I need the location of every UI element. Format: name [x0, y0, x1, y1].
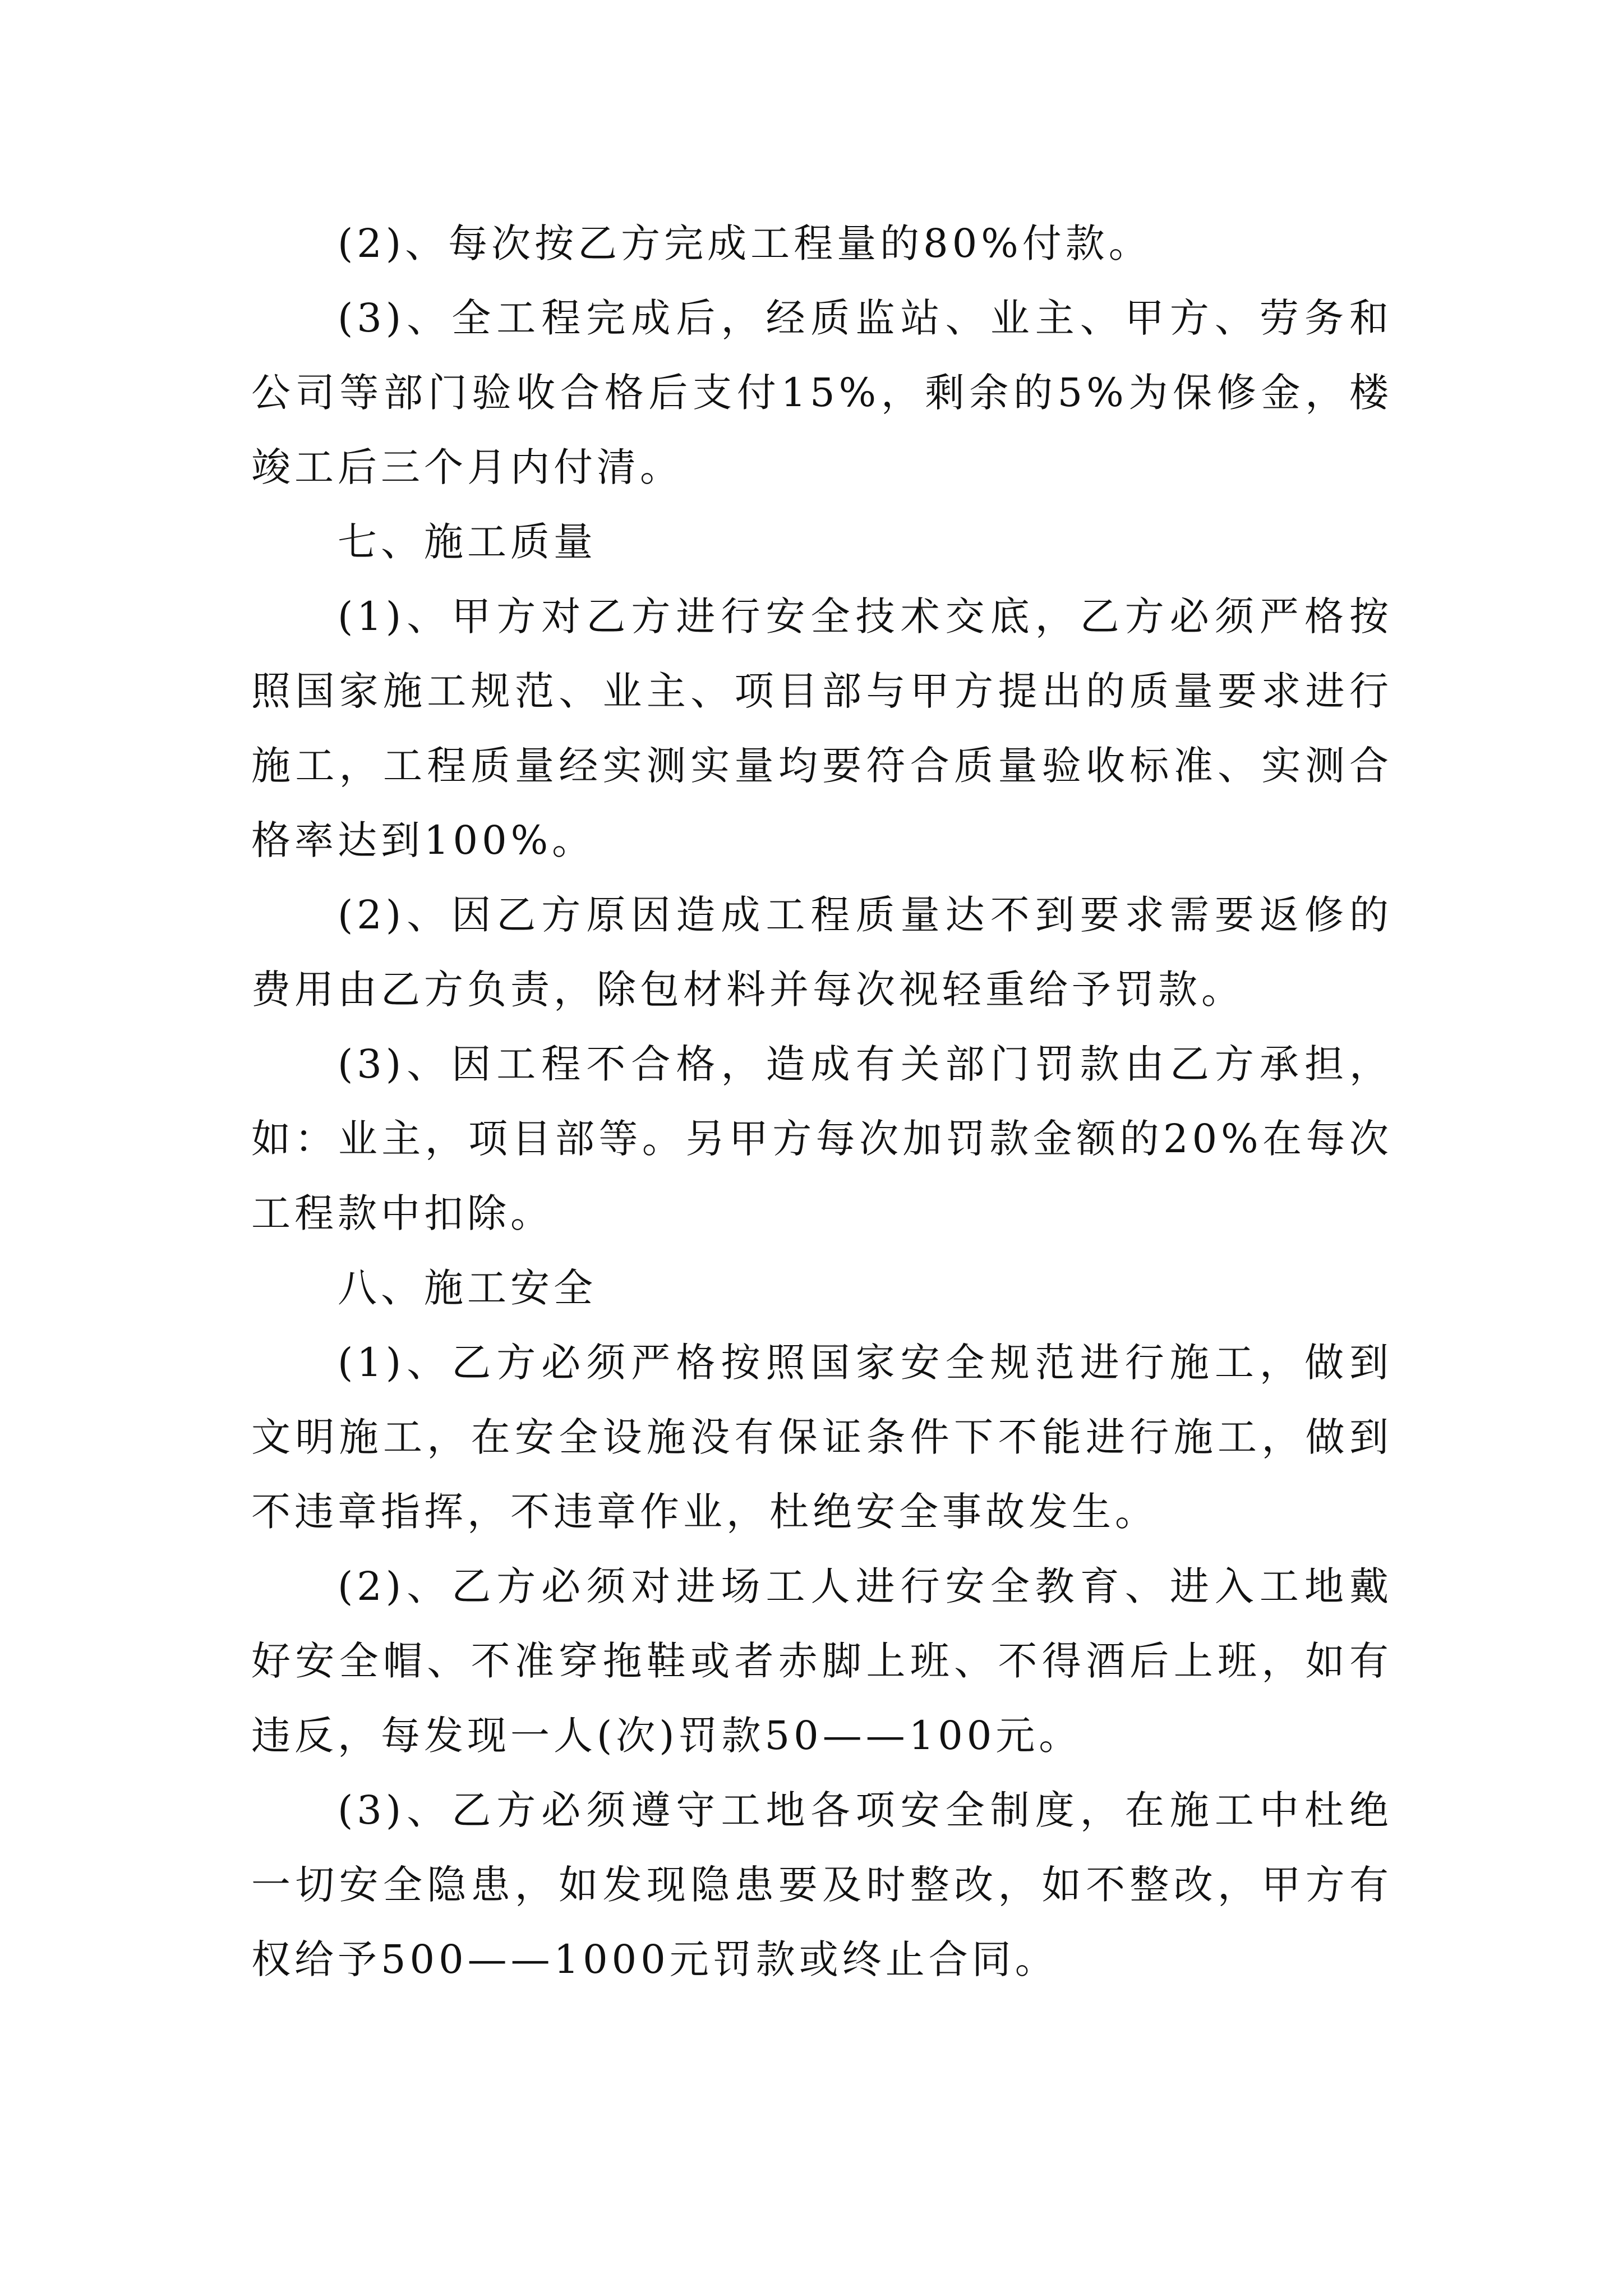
section-heading-quality: 七、施工质量: [338, 519, 597, 565]
paragraph-quality-3: (3)、因工程不合格，造成有关部门罚款由乙方承担，如：业主，项目部等。另甲方每次加罚款金额的20%在每次工程款中扣除。: [251, 1041, 1393, 1236]
paragraph-quality-2: (2)、因乙方原因造成工程质量达不到要求需要返修的费用由乙方负责，除包材料并每次视轻重给予罚款。: [251, 892, 1393, 1013]
paragraph-safety-1: (1)、乙方必须严格按照国家安全规范进行施工，做到文明施工，在安全设施没有保证条件下不能进行施工，做到不违章指挥，不违章作业，杜绝安全事故发生。: [251, 1340, 1393, 1535]
document-body: [251, 206, 1393, 1997]
paragraph-payment-2: (2)、每次按乙方完成工程量的80%付款。: [338, 220, 1152, 266]
paragraph-safety-2: (2)、乙方必须对进场工人进行安全教育、进入工地戴好安全帽、不准穿拖鞋或者赤脚上班、不得酒后上班，如有违反，每发现一人(次)罚款50——100元。: [251, 1563, 1393, 1759]
paragraph-safety-3: (3)、乙方必须遵守工地各项安全制度，在施工中杜绝一切安全隐患，如发现隐患要及时整改，如不整改，甲方有权给予500——1000元罚款或终止合同。: [251, 1787, 1393, 1982]
section-heading-safety: 八、施工安全: [338, 1265, 597, 1311]
paragraph-payment-3: (3)、全工程完成后，经质监站、业主、甲方、劳务和公司等部门验收合格后支付15%，剩余的5%为保修金，楼竣工后三个月内付清。: [251, 295, 1393, 490]
paragraph-quality-1: (1)、甲方对乙方进行安全技术交底，乙方必须严格按照国家施工规范、业主、项目部与甲方提出的质量要求进行施工，工程质量经实测实量均要符合质量验收标准、实测合格率达到100%。: [251, 593, 1393, 863]
